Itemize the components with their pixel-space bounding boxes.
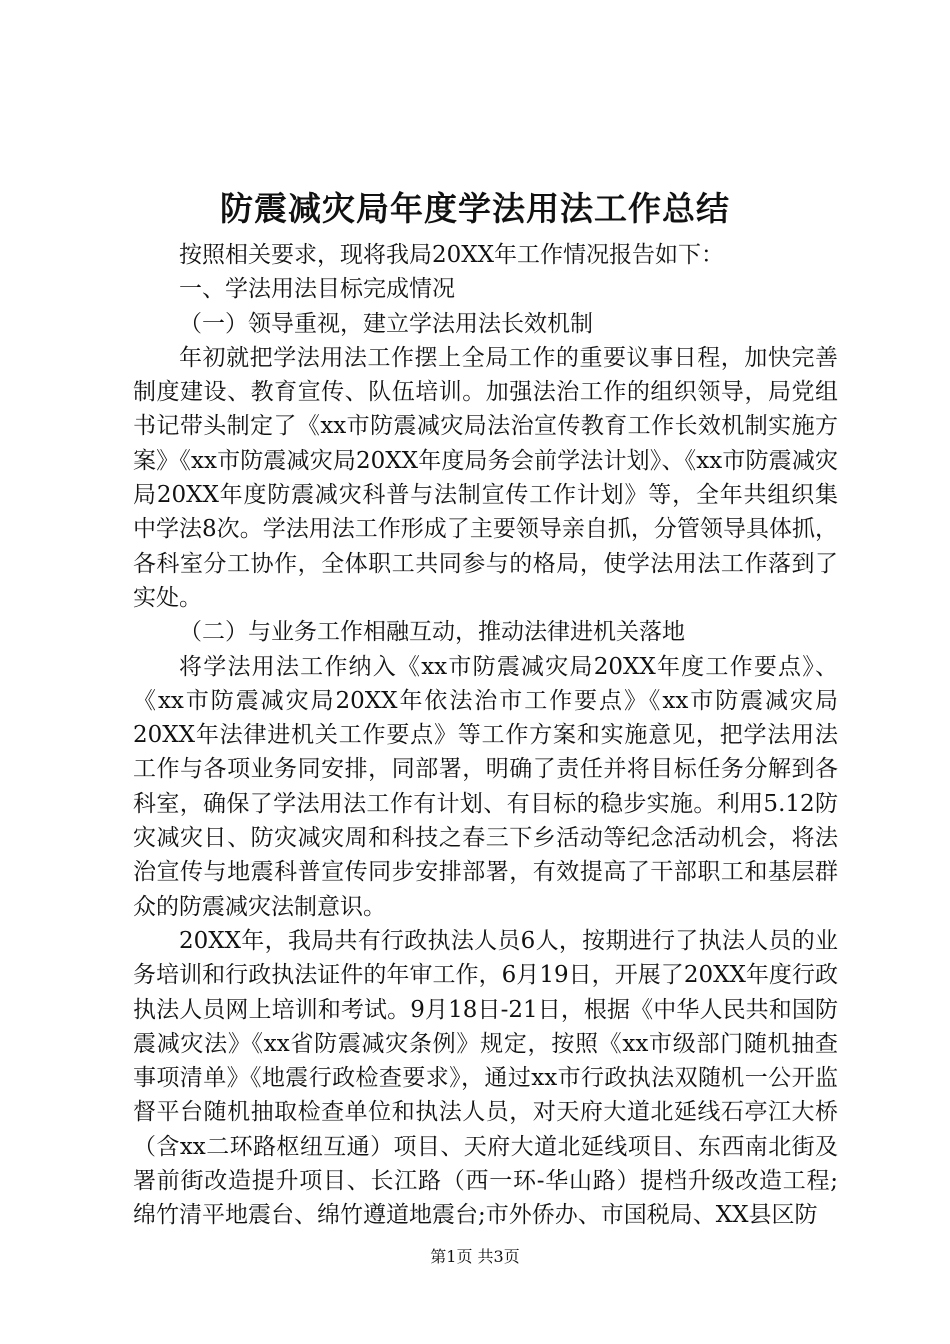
paragraph-enforcement: 20XX年，我局共有行政执法人员6人，按期进行了执法人员的业务培训和行政执法证件的年审工作，6月19日，开展了20XX年度行政执法人员网上培训和考试。9月18日-21日，根据《中华人民共和国防震减灾法》《xx省防震减灾条例》规定，按照《xx市级部门随机抽查事项清单》《地震行政检查要求》，通过xx市行政执法双随机一公开监督平台随机抽取检查单位和执法人员，对天府大道北延线石亭江大桥（含xx二环路枢纽互通）项目、天府大道北延线项目、东西南北街及署前街改造提升项目、长江路（西一环-华山路）提档升级改造工程;绵竹清平地震台、绵竹遵道地震台;市外侨办、市国税局、XX县区防 [133, 927, 838, 1229]
paragraph-intro: 按照相关要求，现将我局20XX年工作情况报告如下： [179, 242, 725, 268]
paragraph-integration: 将学法用法工作纳入《xx市防震减灾局20XX年度工作要点》、《xx市防震减灾局20XX年依法治市工作要点》《xx市防震减灾局20XX年法律进机关工作要点》等工作方案和实施意见，把学法用法工作与各项业务同安排，同部署，明确了责任并将目标任务分解到各科室，确保了学法用法工作有计划、有目标的稳步实施。利用5.12防灾减灾日、防灾减灾周和科技之春三下乡活动等纪念活动机会，将法治宣传与地震科普宣传同步安排部署，有效提高了干部职工和基层群众的防震减灾法制意识。 [133, 653, 838, 920]
paragraph-leadership: 年初就把学法用法工作摆上全局工作的重要议事日程，加快完善制度建设、教育宣传、队伍培训。加强法治工作的组织领导，局党组书记带头制定了《xx市防震减灾局法治宣传教育工作长效机制实施方案》《xx市防震减灾局20XX年度局务会前学法计划》、《xx市防震减灾局20XX年度防震减灾科普与法制宣传工作计划》等，全年共组织集中学法8次。学法用法工作形成了主要领导亲自抓，分管领导具体抓，各科室分工协作，全体职工共同参与的格局，使学法用法工作落到了实处。 [133, 344, 838, 611]
page-footer: 第1页 共3页 [430, 1247, 520, 1266]
subsection-heading-2: （二）与业务工作相融互动，推动法律进机关落地 [179, 619, 685, 646]
section-heading-1: 一、学法用法目标完成情况 [179, 276, 455, 303]
document-body [133, 238, 838, 1233]
document-title: 防震减灾局年度学法用法工作总结 [220, 189, 730, 228]
subsection-heading-1: （一）领导重视，建立学法用法长效机制 [179, 310, 593, 337]
